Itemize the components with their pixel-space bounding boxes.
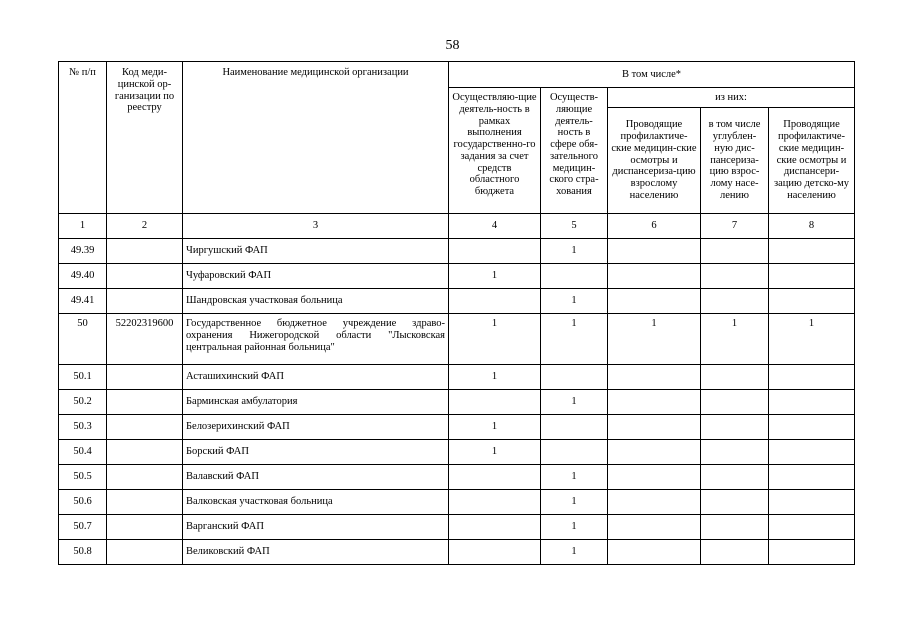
row-prof-child [769, 465, 855, 490]
row-oms: 1 [541, 490, 608, 515]
row-prof-adult [608, 540, 701, 565]
table-row [59, 390, 855, 415]
row-prof-child [769, 415, 855, 440]
row-regional [449, 289, 541, 314]
row-prof-adult: 1 [608, 314, 701, 365]
column-number: 3 [183, 214, 449, 239]
row-number: 50.1 [59, 365, 107, 390]
row-oms [541, 264, 608, 289]
row-number: 49.40 [59, 264, 107, 289]
header-deep-dispensary: в том числе углублен-ную дис-пансериза-цию взрос-лому насе-лению [701, 108, 769, 214]
row-prof-child [769, 365, 855, 390]
row-number: 50.3 [59, 415, 107, 440]
row-code [107, 365, 183, 390]
row-prof-adult [608, 465, 701, 490]
row-number: 50.2 [59, 390, 107, 415]
row-regional: 1 [449, 314, 541, 365]
row-code [107, 239, 183, 264]
row-deep [701, 515, 769, 540]
header-including: В том числе* [449, 62, 855, 88]
table-body [59, 239, 855, 565]
table-row [59, 239, 855, 264]
row-name: Асташихинский ФАП [183, 365, 449, 390]
header-name: Наименование медицинской организации [183, 62, 449, 214]
row-code [107, 440, 183, 465]
table-row [59, 415, 855, 440]
row-deep [701, 440, 769, 465]
row-code [107, 540, 183, 565]
column-number: 1 [59, 214, 107, 239]
row-prof-adult [608, 264, 701, 289]
header-code: Код меди-цинской ор-ганизации по реестру [107, 62, 183, 214]
row-prof-adult [608, 515, 701, 540]
column-number: 6 [608, 214, 701, 239]
row-prof-child [769, 264, 855, 289]
table-row [59, 365, 855, 390]
row-code: 52202319600 [107, 314, 183, 365]
row-deep [701, 289, 769, 314]
row-prof-child [769, 289, 855, 314]
table-row [59, 440, 855, 465]
row-oms: 1 [541, 289, 608, 314]
row-prof-adult [608, 365, 701, 390]
row-prof-adult [608, 490, 701, 515]
header-num: № п/п [59, 62, 107, 214]
row-prof-child [769, 515, 855, 540]
row-oms: 1 [541, 465, 608, 490]
row-code [107, 289, 183, 314]
table-row [59, 289, 855, 314]
row-prof-adult [608, 415, 701, 440]
column-number: 7 [701, 214, 769, 239]
row-oms [541, 365, 608, 390]
row-prof-adult [608, 440, 701, 465]
row-name: Варганский ФАП [183, 515, 449, 540]
header-prof-child: Проводящие профилактиче-ские медицин-ские осмотры и диспансери-зацию детско-му населению [769, 108, 855, 214]
row-prof-child [769, 239, 855, 264]
row-oms: 1 [541, 540, 608, 565]
row-number: 50.6 [59, 490, 107, 515]
row-regional: 1 [449, 264, 541, 289]
row-prof-adult [608, 239, 701, 264]
row-number: 49.39 [59, 239, 107, 264]
row-oms [541, 440, 608, 465]
medical-organizations-table [58, 61, 855, 565]
row-prof-child [769, 390, 855, 415]
row-name: Белозерихинский ФАП [183, 415, 449, 440]
row-number: 50.4 [59, 440, 107, 465]
row-name: Барминская амбулатория [183, 390, 449, 415]
row-number: 50.5 [59, 465, 107, 490]
header-oms: Осуществ-ляющие деятель-ность в сфере обя-зательного медицин-ского стра-хования [541, 88, 608, 214]
row-prof-adult [608, 289, 701, 314]
row-name: Шандровская участковая больница [183, 289, 449, 314]
row-prof-child [769, 540, 855, 565]
table-row [59, 314, 855, 365]
row-regional [449, 490, 541, 515]
row-deep [701, 415, 769, 440]
row-oms: 1 [541, 390, 608, 415]
row-oms: 1 [541, 314, 608, 365]
header-of-them: из них: [608, 88, 855, 108]
table-row [59, 540, 855, 565]
row-prof-child: 1 [769, 314, 855, 365]
row-deep [701, 465, 769, 490]
row-code [107, 515, 183, 540]
row-regional [449, 465, 541, 490]
row-name: Чуфаровский ФАП [183, 264, 449, 289]
header-prof-adult: Проводящие профилактиче-ские медицин-ские осмотры и диспансериза-цию взрослому населению [608, 108, 701, 214]
row-deep [701, 490, 769, 515]
row-oms: 1 [541, 515, 608, 540]
row-name: Государственное бюджетное учреждение здраво-охранения Нижегородской области "Лысковская центральная районная больница" [183, 314, 449, 365]
table-row [59, 490, 855, 515]
row-regional: 1 [449, 440, 541, 465]
row-oms [541, 415, 608, 440]
row-code [107, 415, 183, 440]
row-deep [701, 390, 769, 415]
column-number-row [59, 214, 855, 239]
row-deep [701, 365, 769, 390]
row-code [107, 490, 183, 515]
row-number: 49.41 [59, 289, 107, 314]
row-code [107, 390, 183, 415]
row-name: Чиргушский ФАП [183, 239, 449, 264]
row-name: Валавский ФАП [183, 465, 449, 490]
row-regional: 1 [449, 365, 541, 390]
row-number: 50.8 [59, 540, 107, 565]
row-name: Великовский ФАП [183, 540, 449, 565]
row-code [107, 264, 183, 289]
row-oms: 1 [541, 239, 608, 264]
column-number: 5 [541, 214, 608, 239]
row-prof-adult [608, 390, 701, 415]
row-regional [449, 390, 541, 415]
column-number: 8 [769, 214, 855, 239]
table-row [59, 515, 855, 540]
row-regional [449, 515, 541, 540]
header-regional-budget: Осуществляю-щие деятель-ность в рамках выполнения государственно-го задания за счет средств областного бюджета [449, 88, 541, 214]
column-number: 4 [449, 214, 541, 239]
row-number: 50.7 [59, 515, 107, 540]
row-deep [701, 264, 769, 289]
column-number: 2 [107, 214, 183, 239]
row-deep: 1 [701, 314, 769, 365]
table-header [59, 62, 855, 239]
row-prof-child [769, 440, 855, 465]
row-number: 50 [59, 314, 107, 365]
table-row [59, 264, 855, 289]
page-number: 58 [445, 38, 460, 53]
row-regional [449, 239, 541, 264]
row-code [107, 465, 183, 490]
row-regional: 1 [449, 415, 541, 440]
table-row [59, 465, 855, 490]
row-name: Валковская участковая больница [183, 490, 449, 515]
row-regional [449, 540, 541, 565]
row-deep [701, 239, 769, 264]
row-prof-child [769, 490, 855, 515]
row-deep [701, 540, 769, 565]
row-name: Борский ФАП [183, 440, 449, 465]
